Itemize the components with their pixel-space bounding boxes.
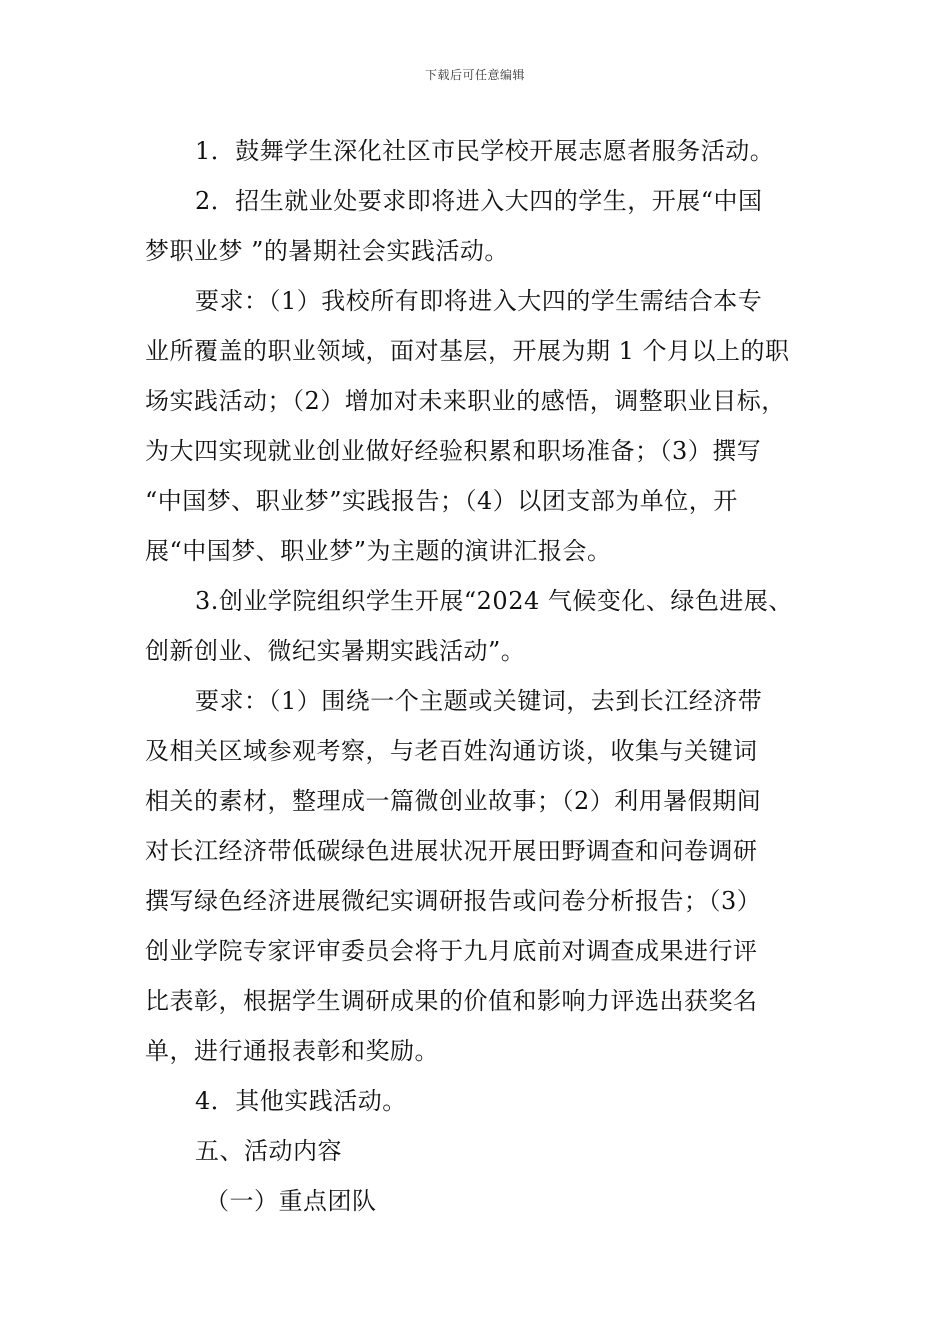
paragraph-line: 1．鼓舞学生深化社区市民学校开展志愿者服务活动。 [195, 137, 775, 165]
page-header: 下载后可任意编辑 [424, 68, 525, 82]
paragraph-line: 2．招生就业处要求即将进入大四的学生，开展“中国 [195, 187, 763, 215]
paragraph-line: 相关的素材，整理成一篇微创业故事；（2）利用暑假期间 [145, 787, 762, 815]
section-heading: 五、活动内容 [195, 1137, 342, 1165]
paragraph-line: 对长江经济带低碳绿色进展状况开展田野调查和问卷调研 [145, 837, 758, 865]
subsection-heading: （一）重点团队 [205, 1187, 377, 1215]
paragraph-line: “中国梦、职业梦”实践报告；（4）以团支部为单位，开 [145, 487, 738, 515]
paragraph-line: 3.创业学院组织学生开展“2024 气候变化、绿色进展、 [195, 587, 793, 615]
paragraph-line: 要求：（1）围绕一个主题或关键词，去到长江经济带 [195, 687, 763, 715]
paragraph-line: 梦职业梦 ”的暑期社会实践活动。 [145, 237, 509, 265]
paragraph-line: 比表彰，根据学生调研成果的价值和影响力评选出获奖名 [145, 987, 758, 1015]
paragraph-line: 撰写绿色经济进展微纪实调研报告或问卷分析报告；（3） [145, 887, 762, 915]
paragraph-line: 场实践活动；（2）增加对未来职业的感悟，调整职业目标， [145, 387, 786, 415]
paragraph-line: 要求：（1）我校所有即将进入大四的学生需结合本专 [195, 287, 763, 315]
document-body [145, 126, 825, 1226]
paragraph-line: 业所覆盖的职业领域，面对基层，开展为期 1 个月以上的职 [145, 337, 790, 365]
paragraph-line: 展“中国梦、职业梦”为主题的演讲汇报会。 [145, 537, 612, 565]
paragraph-line: 创新创业、微纪实暑期实践活动”。 [145, 637, 526, 665]
paragraph-line: 创业学院专家评审委员会将于九月底前对调查成果进行评 [145, 937, 758, 965]
paragraph-line: 及相关区域参观考察，与老百姓沟通访谈，收集与关键词 [145, 737, 758, 765]
paragraph-line: 为大四实现就业创业做好经验积累和职场准备；（3）撰写 [145, 437, 762, 465]
paragraph-line: 单，进行通报表彰和奖励。 [145, 1037, 439, 1065]
paragraph-line: 4．其他实践活动。 [195, 1087, 407, 1115]
